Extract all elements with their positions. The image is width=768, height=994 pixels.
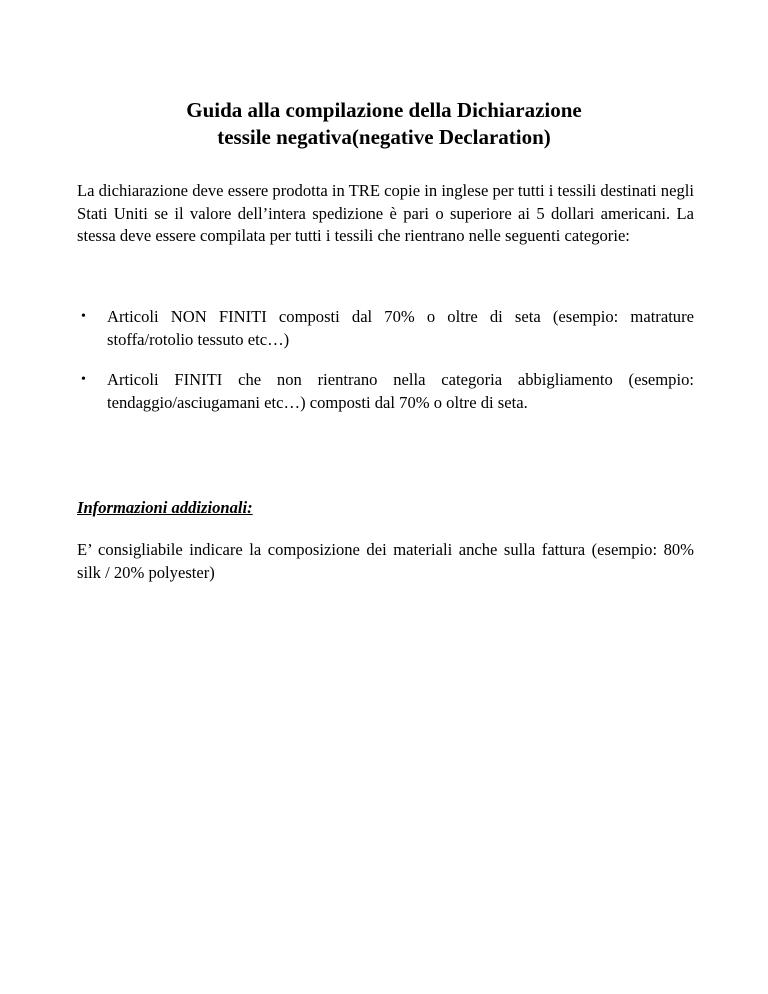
bullet-icon: •: [81, 372, 86, 387]
title-line-2: tessile negativa(negative Declaration): [217, 125, 551, 150]
bullet-icon: •: [81, 309, 86, 324]
additional-info-heading: Informazioni addizionali:: [77, 498, 253, 517]
list-item: [77, 306, 694, 351]
document-title: [0, 97, 768, 151]
list-item: [77, 369, 694, 414]
intro-paragraph: La dichiarazione deve essere prodotta in TRE copie in inglese per tutti i tessili destinati negli Stati Uniti se il valore dell’intera spedizione è pari o superiore ai 5 dollari americani. La stessa deve essere compilata per tutti i tessili che rientrano nelle seguenti categorie:: [77, 181, 694, 245]
list-item-text: Articoli NON FINITI composti dal 70% o oltre di seta (esempio: matrature stoffa/rotolio tessuto etc…): [107, 307, 694, 349]
title-line-1: Guida alla compilazione della Dichiarazione: [186, 98, 582, 123]
list-item-text: Articoli FINITI che non rientrano nella categoria abbigliamento (esempio: tendaggio/asciugamani etc…) composti dal 70% o oltre di seta.: [107, 370, 694, 412]
category-list: [77, 306, 694, 414]
additional-info-paragraph: E’ consigliabile indicare la composizione dei materiali anche sulla fattura (esempio: 80% silk / 20% polyester): [77, 540, 694, 582]
